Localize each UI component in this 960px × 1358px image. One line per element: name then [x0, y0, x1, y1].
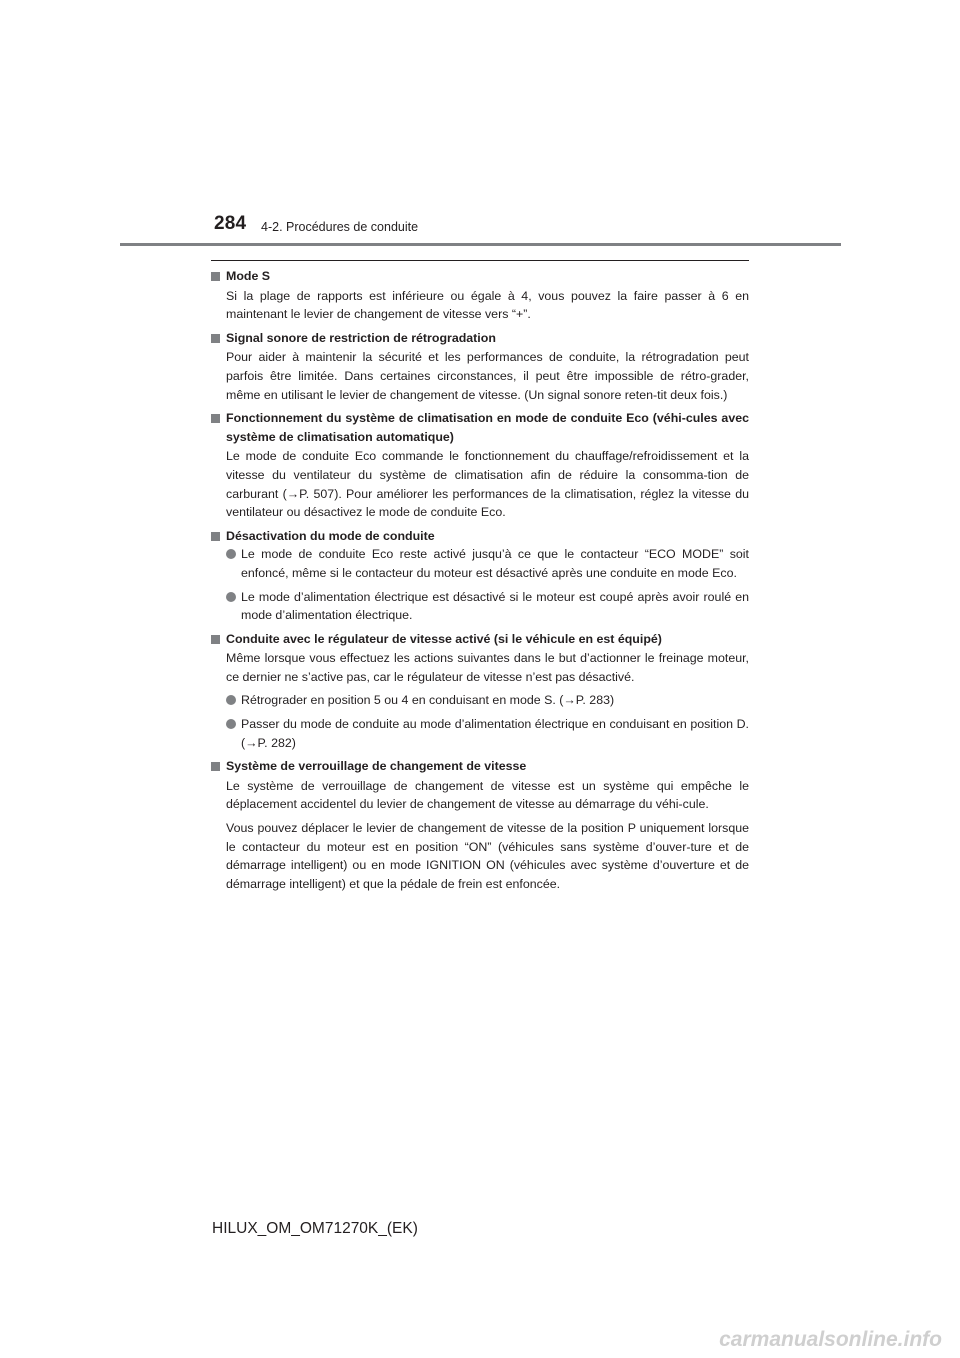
section: [211, 409, 749, 522]
bullet-item: [226, 715, 749, 752]
square-bullet-icon: [211, 762, 220, 771]
section: [211, 757, 749, 893]
section-heading: [211, 329, 749, 348]
bullet-text: Passer du mode de conduite au mode d’alimentation électrique en conduisant en position D. (→P. 282): [241, 717, 749, 750]
paragraph: Même lorsque vous effectuez les actions suivantes dans le but d’actionner le freinage moteur, ce dernier ne s’active pas, car le régulateur de vitesse n’est pas désactivé.: [226, 651, 749, 684]
paragraph: Si la plage de rapports est inférieure ou égale à 4, vous pouvez la faire passer à 6 en maintenant le levier de changement de vitesse vers “+”.: [226, 288, 749, 322]
section: [211, 527, 749, 625]
section-heading: [211, 527, 749, 546]
page-header: [0, 0, 960, 250]
bullet-text: Le mode de conduite Eco reste activé jusqu’à ce que le contacteur “ECO MODE” soit enfoncé, même si le contacteur du moteur est désactivé après une conduite en mode Eco.: [241, 547, 749, 580]
section-heading-text: Fonctionnement du système de climatisation en mode de conduite Eco (véhi-cules avec système de climatisation automatique): [226, 411, 749, 444]
page-content: [211, 267, 749, 898]
section: [211, 630, 749, 753]
content-rule: [211, 260, 749, 261]
section-heading-text: Conduite avec le régulateur de vitesse activé (si le véhicule en est équipé): [226, 631, 662, 646]
section-heading-text: Mode S: [226, 269, 271, 283]
square-bullet-icon: [211, 532, 220, 541]
header-rule: [120, 243, 841, 246]
circle-bullet-icon: [226, 549, 236, 559]
bullet-text: Le mode d’alimentation électrique est désactivé si le moteur est coupé après avoir roulé en mode d’alimentation électrique.: [241, 589, 749, 623]
square-bullet-icon: [211, 334, 220, 343]
circle-bullet-icon: [226, 695, 236, 705]
circle-bullet-icon: [226, 592, 236, 602]
bullet-item: [226, 545, 749, 582]
square-bullet-icon: [211, 272, 220, 281]
paragraph: Vous pouvez déplacer le levier de changement de vitesse de la position P uniquement lorsque le contacteur du moteur est en position “ON” (véhicules sans système d’ouver-ture et de démarrage intelligent) ou en mode IGNITION ON (véhicules avec système d’ouverture et de démarrage intelligent) et que la pédale de frein est enfoncée.: [226, 821, 749, 891]
page-number: 284: [214, 213, 247, 234]
paragraph: Le mode de conduite Eco commande le fonctionnement du chauffage/refroidissement et la vitesse du ventilateur du système de climatisation afin de réduire la consomma-tion de carburant (→P. 507). Pour améliorer les performances de la climatisation, réglez la vitesse du ventilateur ou désactivez le mode de conduite Eco.: [226, 449, 749, 520]
section-heading: [211, 267, 749, 286]
section: [211, 267, 749, 324]
bullet-item: [226, 588, 749, 625]
square-bullet-icon: [211, 414, 220, 423]
section-heading-text: Signal sonore de restriction de rétrogradation: [226, 330, 496, 345]
paragraph: Pour aider à maintenir la sécurité et les performances de conduite, la rétrogradation peut parfois être limitée. Dans certaines circonstances, il peut être impossible de rétro-grader, même en utilisant le levier de changement de vitesse. (Un signal sonore reten-tit deux fois.): [226, 350, 749, 402]
watermark: carmanualsonline.info: [719, 1328, 942, 1351]
bullet-text: Rétrograder en position 5 ou 4 en conduisant en mode S. (→P. 283): [241, 693, 615, 708]
section-heading: [211, 757, 749, 776]
section-heading: [211, 630, 749, 649]
section-heading-text: Désactivation du mode de conduite: [226, 528, 435, 543]
circle-bullet-icon: [226, 719, 236, 729]
section-title: 4-2. Procédures de conduite: [261, 220, 419, 234]
section-heading: [211, 409, 749, 446]
section: [211, 329, 749, 404]
square-bullet-icon: [211, 635, 220, 644]
paragraph: Le système de verrouillage de changement de vitesse est un système qui empêche le déplacement accidentel du levier de changement de vitesse au démarrage du véhi-cule.: [226, 778, 749, 812]
bullet-item: [226, 691, 749, 710]
section-heading-text: Système de verrouillage de changement de vitesse: [226, 759, 527, 774]
footer-doc-id: HILUX_OM_OM71270K_(EK): [212, 1220, 418, 1237]
